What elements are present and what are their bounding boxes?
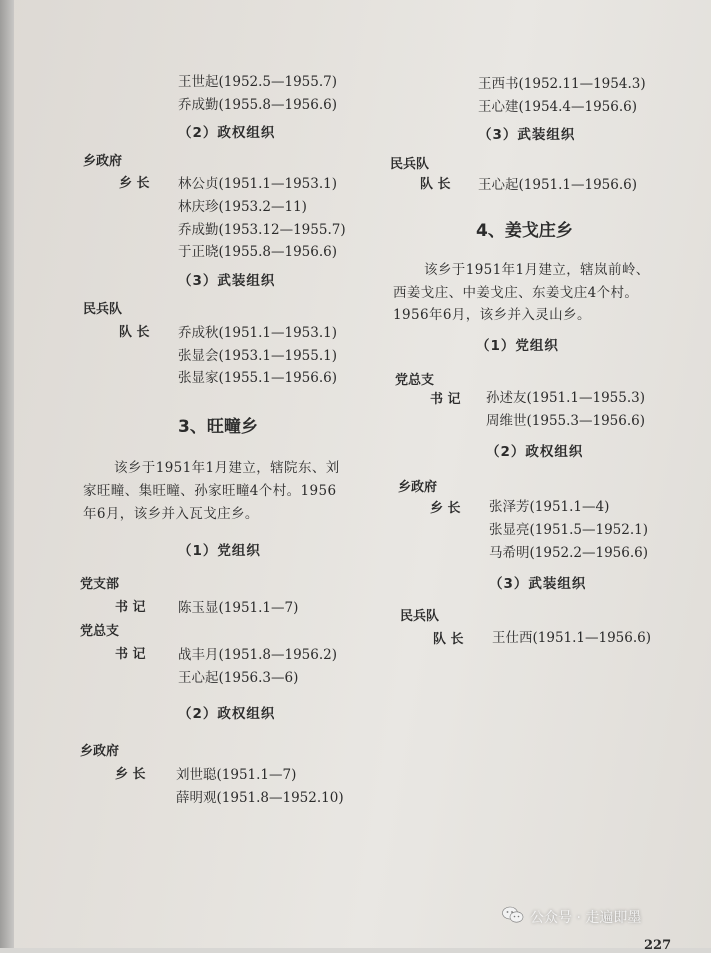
list-item: 张显亮(1951.5—1952.1) [489, 522, 649, 538]
section-title: 4、姜戈庄乡 [476, 221, 573, 241]
org-label: 党总支 [395, 373, 435, 388]
subsection-heading: （1）党组织 [178, 543, 261, 559]
list-item: 王心建(1954.4—1956.6) [478, 99, 638, 115]
list-item: 林公贞(1951.1—1953.1) [178, 176, 338, 192]
list-item: 于正晓(1955.8—1956.6) [178, 244, 338, 260]
list-item: 马希明(1952.2—1956.6) [489, 545, 649, 561]
org-label: 乡政府 [83, 154, 123, 169]
paragraph-line: 该乡于1951年1月建立，辖院东、刘 [114, 460, 340, 476]
section-title: 3、旺疃乡 [178, 417, 258, 437]
role-label: 书 记 [430, 392, 461, 407]
page-number: 227 [644, 938, 672, 953]
role-label: 队 长 [420, 177, 451, 192]
org-label: 党总支 [80, 624, 120, 639]
paragraph-line: 年6月，该乡并入瓦戈庄乡。 [83, 506, 259, 522]
watermark-text: 公众号 · 走遍即墨 [530, 910, 642, 926]
subsection-heading: （3）武装组织 [478, 127, 576, 143]
org-label: 民兵队 [390, 157, 430, 172]
org-label: 民兵队 [400, 609, 440, 624]
list-item: 乔成勤(1955.8—1956.6) [178, 97, 338, 113]
role-label: 队 长 [433, 632, 464, 647]
org-label: 乡政府 [398, 480, 438, 495]
list-item: 王仕西(1951.1—1956.6) [492, 630, 652, 646]
list-item: 薛明观(1951.8—1952.10) [176, 790, 344, 806]
list-item: 乔成勤(1953.12—1955.7) [178, 222, 346, 238]
list-item: 刘世聪(1951.1—7) [176, 767, 297, 783]
subsection-heading: （3）武装组织 [178, 273, 276, 289]
role-label: 书 记 [115, 647, 146, 662]
list-item: 王西书(1952.11—1954.3) [478, 76, 646, 92]
book-binding-shadow [0, 0, 14, 948]
list-item: 乔成秋(1951.1—1953.1) [178, 325, 338, 341]
list-item: 战丰月(1951.8—1956.2) [178, 647, 338, 663]
list-item: 王心起(1951.1—1956.6) [478, 177, 638, 193]
list-item: 张泽芳(1951.1—4) [489, 499, 610, 515]
subsection-heading: （3）武装组织 [489, 576, 587, 592]
subsection-heading: （2）政权组织 [486, 444, 584, 460]
list-item: 张显家(1955.1—1956.6) [178, 370, 338, 386]
role-label: 乡 长 [119, 176, 150, 191]
list-item: 林庆珍(1953.2—11) [178, 199, 307, 215]
list-item: 王世起(1952.5—1955.7) [178, 74, 338, 90]
role-label: 乡 长 [430, 501, 461, 516]
paragraph-line: 该乡于1951年1月建立，辖岚前岭、 [424, 262, 650, 278]
list-item: 孙述友(1951.1—1955.3) [486, 390, 646, 406]
org-label: 乡政府 [80, 744, 120, 759]
role-label: 书 记 [115, 600, 146, 615]
org-label: 党支部 [80, 577, 120, 592]
wechat-icon [502, 906, 530, 928]
list-item: 周维世(1955.3—1956.6) [486, 413, 646, 429]
subsection-heading: （1）党组织 [476, 338, 559, 354]
subsection-heading: （2）政权组织 [178, 706, 276, 722]
org-label: 民兵队 [83, 302, 123, 317]
role-label: 队 长 [119, 325, 150, 340]
list-item: 陈玉显(1951.1—7) [178, 600, 299, 616]
paragraph-line: 1956年6月，该乡并入灵山乡。 [393, 307, 591, 323]
role-label: 乡 长 [115, 767, 146, 782]
paragraph-line: 家旺疃、集旺疃、孙家旺疃4个村。1956 [83, 483, 337, 499]
list-item: 张显会(1953.1—1955.1) [178, 348, 338, 364]
subsection-heading: （2）政权组织 [178, 125, 276, 141]
list-item: 王心起(1956.3—6) [178, 670, 299, 686]
watermark [502, 906, 641, 928]
paragraph-line: 西姜戈庄、中姜戈庄、东姜戈庄4个村。 [393, 285, 639, 301]
